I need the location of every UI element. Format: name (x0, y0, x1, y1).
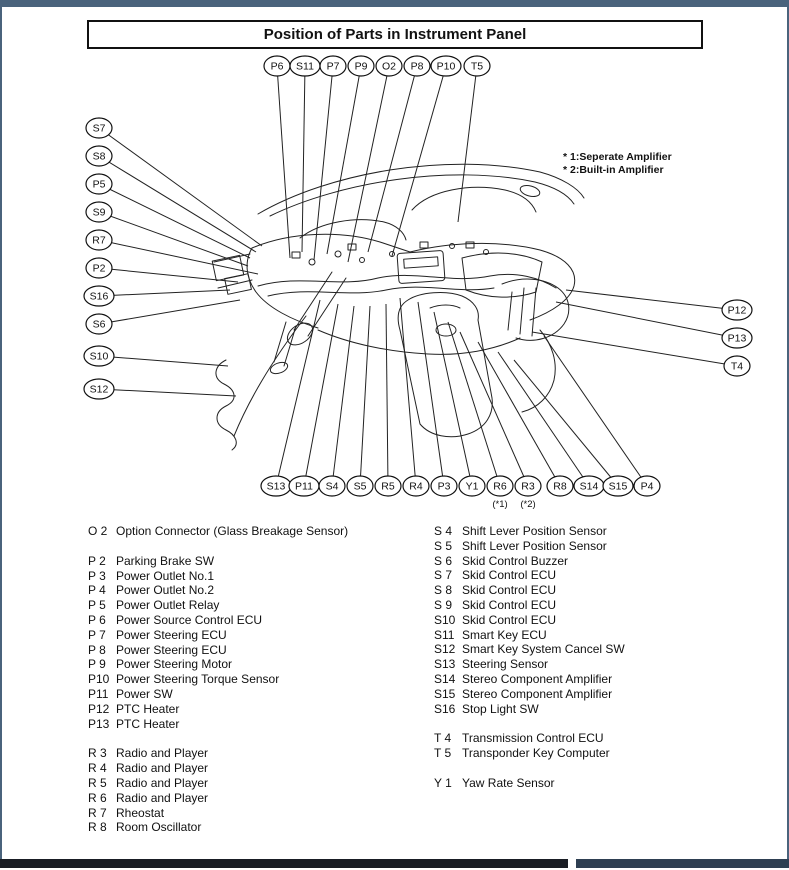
shifter-detail (430, 305, 460, 308)
leader-line-T5 (458, 66, 477, 222)
part-code: S 7 (434, 568, 453, 583)
legend-group-o (88, 524, 433, 539)
leader-line-S10 (99, 356, 228, 366)
callout-S9 (86, 202, 112, 222)
cowl-line (258, 164, 584, 214)
legend-entry (88, 628, 433, 643)
callout-S7 (86, 118, 112, 138)
legend-entry (434, 776, 779, 791)
legend-entry (88, 583, 433, 598)
callout-label: R7 (92, 234, 106, 247)
leader-line-P10 (392, 66, 446, 256)
legend-group-t (434, 731, 779, 761)
legend-entry (88, 524, 433, 539)
legend-entry (88, 613, 433, 628)
part-name: Skid Control ECU (462, 612, 557, 627)
leader-line-R7 (99, 240, 258, 274)
part-code: S 9 (434, 597, 453, 612)
callout-label: S7 (92, 122, 106, 135)
wire-loom-coil (216, 360, 236, 450)
leader-line-S5 (360, 306, 370, 486)
part-code: R 8 (88, 820, 107, 835)
part-code: S15 (434, 686, 456, 701)
part-name: Parking Brake SW (116, 553, 215, 568)
bottom-bar-gap (568, 859, 576, 868)
part-name: Transponder Key Computer (462, 746, 610, 761)
legend-entry (434, 613, 779, 628)
part-name: Power Steering Motor (116, 657, 233, 672)
callout-P12 (722, 300, 752, 320)
part-code: S 4 (434, 524, 453, 538)
callout-R7 (86, 230, 112, 250)
callout-label: Y1 (465, 480, 479, 493)
part-code: T 4 (434, 731, 452, 746)
callout-label: T4 (730, 360, 744, 373)
part-code: R 6 (88, 790, 107, 805)
callout-label: S10 (89, 350, 109, 363)
part-name: Stop Light SW (462, 701, 539, 716)
part-code: S 8 (434, 583, 453, 598)
callout-label: P8 (410, 60, 424, 73)
callout-label: R6 (493, 480, 507, 493)
pedal-pad (269, 360, 289, 376)
legend-entry (88, 554, 433, 569)
amplifier-note-line2: * 2:Built-in Amplifier (563, 164, 664, 176)
callout-S6 (86, 314, 112, 334)
leader-line-P4 (544, 336, 647, 486)
part-code: S 6 (434, 553, 453, 568)
bottom-bar-right (576, 859, 789, 868)
callout-R5 (375, 476, 401, 496)
callout-S15 (603, 476, 633, 496)
part-name: Stereo Component Amplifier (462, 686, 613, 701)
legend-entry (88, 806, 433, 821)
callout-label: O2 (381, 60, 397, 73)
part-code: S 5 (434, 538, 453, 553)
legend-entry (434, 568, 779, 583)
part-code: P13 (88, 716, 110, 731)
callout-P11 (289, 476, 319, 496)
leader-line-S8 (99, 156, 256, 252)
part-name: Radio and Player (116, 761, 209, 776)
callout-label: S6 (92, 318, 106, 331)
leader-line-R3 (460, 332, 528, 486)
callout-T5 (464, 56, 490, 76)
callout-label: T5 (470, 60, 484, 73)
legend-entry (434, 524, 779, 539)
callout-S13 (261, 476, 291, 496)
leader-line-T4 (532, 332, 737, 366)
callout-label: P12 (727, 304, 747, 317)
part-name: Power Outlet No.1 (116, 568, 215, 583)
part-name: Shift Lever Position Sensor (462, 524, 607, 538)
heater-unit (502, 279, 569, 340)
leader-line-S11 (302, 66, 305, 252)
leader-line-P12 (566, 290, 737, 310)
callout-R4 (403, 476, 429, 496)
legend-entry (88, 776, 433, 791)
legend-entry (434, 628, 779, 643)
part-code: S16 (434, 701, 456, 716)
legend-group-r (88, 746, 433, 835)
legend-entry (434, 687, 779, 702)
callout-footnote: (*2) (520, 499, 536, 510)
callout-S4 (319, 476, 345, 496)
callout-label: P13 (727, 332, 747, 345)
part-name: Power Source Control ECU (116, 612, 263, 627)
callout-label: S12 (89, 383, 109, 396)
leader-line-S7 (99, 128, 262, 246)
callout-T4 (724, 356, 750, 376)
legend-entry (88, 672, 433, 687)
leader-line-S12 (99, 389, 236, 396)
callout-label: S8 (92, 150, 106, 163)
callout-label: P5 (92, 178, 106, 191)
leader-line-P3 (418, 302, 444, 486)
leader-line-S13 (276, 300, 320, 486)
leader-line-S4 (332, 306, 354, 486)
part-name: Power Steering ECU (116, 627, 227, 642)
part-name: Room Oscillator (116, 820, 202, 835)
leader-line-S15 (514, 360, 618, 486)
callout-S16 (84, 286, 114, 306)
leader-line-R5 (386, 304, 388, 486)
part-name: Skid Control ECU (462, 597, 557, 612)
leader-line-S16 (99, 290, 230, 296)
callout-S8 (86, 146, 112, 166)
callout-S14 (574, 476, 604, 496)
part-code: P 2 (88, 553, 106, 568)
callout-label: R8 (553, 480, 567, 493)
callout-Y1 (459, 476, 485, 496)
part-code: S11 (434, 627, 455, 642)
part-code: P 6 (88, 612, 106, 627)
callout-label: S16 (89, 290, 109, 303)
amplifier-note-line1: * 1:Seperate Amplifier (563, 151, 672, 163)
legend-entry (434, 702, 779, 717)
callout-label: R4 (409, 480, 423, 493)
part-code: P 9 (88, 657, 106, 672)
leader-line-P13 (556, 302, 737, 338)
leader-line-P7 (314, 66, 333, 260)
callout-label: R3 (521, 480, 535, 493)
callout-footnote: (*1) (492, 499, 508, 510)
callout-P13 (722, 328, 752, 348)
callout-label: S15 (608, 480, 628, 493)
callout-S5 (347, 476, 373, 496)
part-name: Shift Lever Position Sensor (462, 538, 607, 553)
part-name: Radio and Player (116, 775, 209, 790)
callout-label: P11 (295, 480, 313, 493)
part-name: Power Outlet No.2 (116, 583, 215, 598)
part-name: Power SW (116, 686, 173, 701)
legend-entry (88, 761, 433, 776)
floor-line (234, 316, 306, 436)
callout-R6 (487, 476, 513, 510)
callout-label: S5 (353, 480, 367, 493)
legend-left-column (88, 524, 433, 850)
callout-R3 (515, 476, 541, 510)
part-code: P10 (88, 672, 110, 687)
part-name: Skid Control Buzzer (462, 553, 569, 568)
callout-P3 (431, 476, 457, 496)
callout-label: S11 (296, 60, 314, 73)
part-name: Stereo Component Amplifier (462, 671, 613, 686)
part-name: Yaw Rate Sensor (462, 775, 555, 790)
legend-group-s (434, 524, 779, 716)
legend-entry (88, 598, 433, 613)
page-title: Position of Parts in Instrument Panel (87, 20, 703, 49)
instrument-panel-artwork (212, 164, 584, 450)
legend-entry (88, 820, 433, 835)
part-code: T 5 (434, 746, 452, 761)
part-name: Skid Control ECU (462, 583, 557, 598)
part-code: P12 (88, 701, 110, 716)
part-code: Y 1 (434, 775, 452, 790)
page-top-border (0, 0, 789, 7)
radio-slot (404, 257, 439, 268)
callout-label: P10 (436, 60, 456, 73)
legend-group-p (88, 554, 433, 732)
legend-entry (434, 554, 779, 569)
wire-harness-2 (268, 287, 494, 296)
part-code: O 2 (88, 524, 108, 538)
part-code: P 5 (88, 598, 106, 613)
callout-label: S13 (266, 480, 286, 493)
legend-entry (434, 746, 779, 761)
part-code: R 4 (88, 761, 107, 776)
part-code: S14 (434, 671, 456, 686)
abs-bracket (225, 274, 252, 295)
part-name: PTC Heater (116, 716, 180, 731)
dash-face (252, 234, 575, 320)
part-code: P 4 (88, 583, 106, 598)
callout-P9 (348, 56, 374, 76)
part-name: Power Outlet Relay (116, 598, 220, 613)
legend-entry (88, 657, 433, 672)
callout-P4 (634, 476, 660, 496)
legend-entry (88, 643, 433, 658)
part-code: P11 (88, 686, 109, 701)
leader-line-O2 (348, 66, 389, 262)
part-name: Smart Key System Cancel SW (462, 642, 625, 657)
callout-label: R5 (381, 480, 395, 493)
legend-entry (434, 598, 779, 613)
legend-entry (88, 746, 433, 761)
part-name: Steering Sensor (462, 657, 549, 672)
callout-label: P9 (354, 60, 368, 73)
part-code: P 8 (88, 642, 106, 657)
legend-group-y (434, 776, 779, 791)
legend-entry (434, 583, 779, 598)
callout-S10 (84, 346, 114, 366)
part-name: Radio and Player (116, 790, 209, 805)
bottom-bar-left (0, 859, 568, 868)
leader-line-P6 (277, 66, 290, 258)
part-name: Transmission Control ECU (462, 731, 604, 746)
part-code: S12 (434, 642, 456, 657)
callouts (84, 56, 752, 510)
part-code: P 7 (88, 627, 106, 642)
leader-line-P8 (368, 66, 417, 252)
legend-entry (88, 702, 433, 717)
legend-entry (434, 657, 779, 672)
part-name: Power Steering ECU (116, 642, 227, 657)
part-code: R 5 (88, 775, 107, 790)
part-code: P 3 (88, 568, 106, 583)
glove-box (462, 253, 542, 297)
part-name: Rheostat (116, 805, 165, 820)
legend-entry (434, 672, 779, 687)
callout-P5 (86, 174, 112, 194)
callout-P7 (320, 56, 346, 76)
part-name: Radio and Player (116, 746, 209, 761)
part-name: Power Steering Torque Sensor (116, 672, 280, 687)
legend-entry (88, 569, 433, 584)
legend-entry (434, 539, 779, 554)
callout-label: P6 (270, 60, 284, 73)
callout-P6 (264, 56, 290, 76)
callout-S12 (84, 379, 114, 399)
callout-P10 (431, 56, 461, 76)
part-code: R 7 (88, 805, 107, 820)
callout-label: P2 (92, 262, 106, 275)
legend-entry (88, 791, 433, 806)
part-code: S10 (434, 612, 456, 627)
dash-left-edge (247, 248, 318, 328)
legend-entry (88, 717, 433, 732)
callout-R8 (547, 476, 573, 496)
part-name: Option Connector (Glass Breakage Sensor) (116, 524, 349, 538)
legend-entry (434, 642, 779, 657)
callout-label: S14 (579, 480, 599, 493)
part-name: Skid Control ECU (462, 568, 557, 583)
legend-right-column (434, 524, 779, 806)
callout-label: P7 (326, 60, 340, 73)
part-code: R 3 (88, 746, 107, 761)
callout-label: P3 (437, 480, 451, 493)
callout-label: P4 (640, 480, 654, 493)
leader-line-S14 (498, 352, 589, 486)
callout-label: S4 (325, 480, 339, 493)
callout-P8 (404, 56, 430, 76)
right-duct (522, 330, 555, 412)
page-bottom-border (0, 859, 789, 868)
part-code: S13 (434, 657, 456, 672)
callout-S11 (290, 56, 320, 76)
part-name: Smart Key ECU (462, 627, 547, 642)
instrument-panel-diagram (0, 48, 789, 516)
leader-line-P2 (99, 268, 238, 282)
part-name: PTC Heater (116, 701, 180, 716)
legend-entry (88, 687, 433, 702)
dash-pad (412, 187, 536, 212)
callout-O2 (376, 56, 402, 76)
callout-P2 (86, 258, 112, 278)
callout-label: S9 (92, 206, 106, 219)
legend-entry (434, 731, 779, 746)
leader-line-S6 (99, 300, 240, 324)
